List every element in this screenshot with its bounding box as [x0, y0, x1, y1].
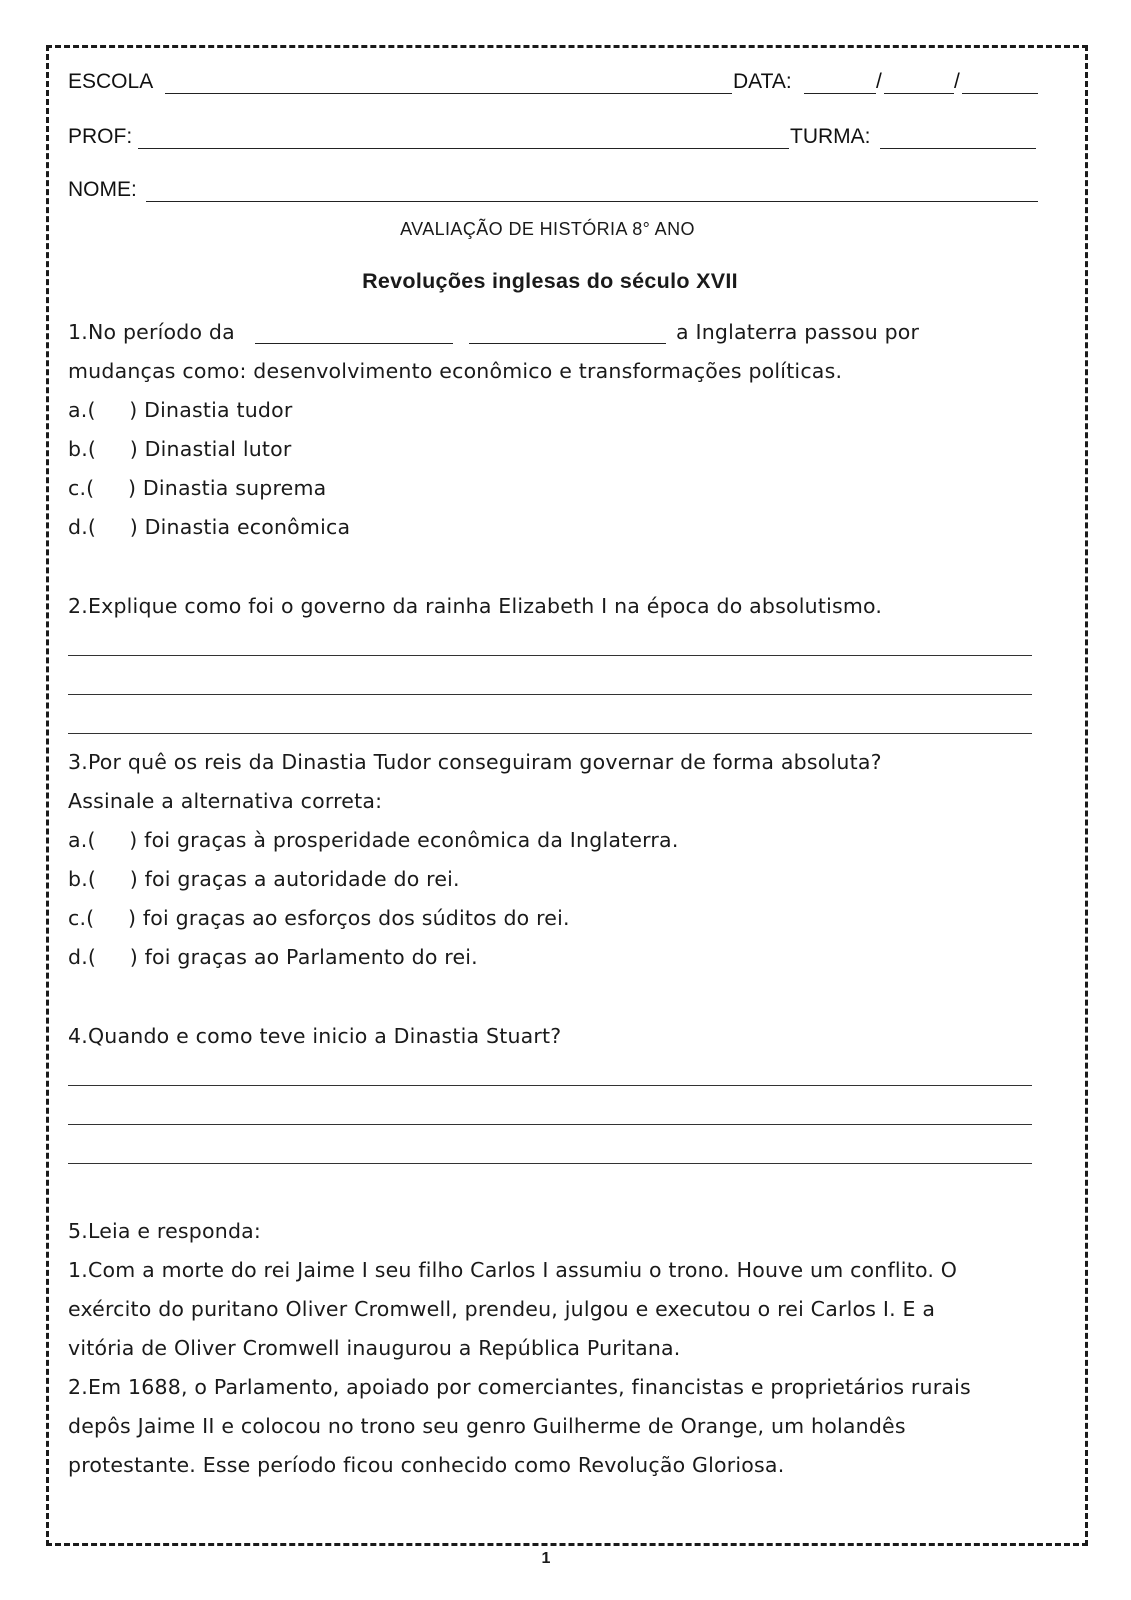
data-slash-1: / [876, 70, 882, 93]
escola-line [165, 93, 732, 94]
q1-blank-1 [255, 343, 453, 344]
nome-label: NOME: [68, 178, 137, 201]
q3-option-c[interactable]: c.( ) foi graças ao esforços dos súditos do rei. [68, 906, 570, 930]
q1-option-d[interactable]: d.( ) Dinastia econômica [68, 515, 351, 539]
q1-option-b[interactable]: b.( ) Dinastial lutor [68, 437, 292, 461]
q2-answer-line-2[interactable] [68, 694, 1032, 695]
q4-answer-line-1[interactable] [68, 1085, 1032, 1086]
data-day-line [804, 93, 876, 94]
q5-text-line: protestante. Esse período ficou conhecido como Revolução Gloriosa. [68, 1453, 785, 1477]
escola-label: ESCOLA [68, 70, 154, 93]
data-month-line [884, 93, 954, 94]
prof-label: PROF: [68, 125, 133, 148]
q3-text-line1: 3.Por quê os reis da Dinastia Tudor conseguiram governar de forma absoluta? [68, 750, 882, 774]
q3-text-line2: Assinale a alternativa correta: [68, 789, 383, 813]
exam-subtitle: Revoluções inglesas do século XVII [362, 269, 738, 293]
data-label: DATA: [733, 70, 792, 93]
nome-line [146, 201, 1038, 202]
q5-text-line: vitória de Oliver Cromwell inaugurou a República Puritana. [68, 1336, 681, 1360]
q1-text-line2: mudanças como: desenvolvimento econômico e transformações políticas. [68, 359, 843, 383]
q2-answer-line-1[interactable] [68, 655, 1032, 656]
prof-line [138, 148, 789, 149]
q5-text-line: 2.Em 1688, o Parlamento, apoiado por comerciantes, financistas e proprietários rurais [68, 1375, 971, 1399]
page-number: 1 [541, 1550, 551, 1567]
q1-option-c[interactable]: c.( ) Dinastia suprema [68, 476, 327, 500]
turma-label: TURMA: [790, 125, 871, 148]
q3-option-d[interactable]: d.( ) foi graças ao Parlamento do rei. [68, 945, 478, 969]
q1-option-a[interactable]: a.( ) Dinastia tudor [68, 398, 293, 422]
q1-text-start: 1.No período da [68, 320, 235, 344]
q5-text-line: 1.Com a morte do rei Jaime I seu filho Carlos I assumiu o trono. Houve um conflito. O [68, 1258, 958, 1282]
q5-intro: 5.Leia e responda: [68, 1219, 262, 1243]
q1-text-end: a Inglaterra passou por [676, 320, 920, 344]
turma-line [880, 148, 1036, 149]
data-year-line [962, 93, 1038, 94]
exam-title: AVALIAÇÃO DE HISTÓRIA 8° ANO [400, 219, 695, 239]
q2-text: 2.Explique como foi o governo da rainha Elizabeth I na época do absolutismo. [68, 594, 883, 618]
q3-option-b[interactable]: b.( ) foi graças a autoridade do rei. [68, 867, 460, 891]
q1-blank-2 [469, 343, 666, 344]
q2-answer-line-3[interactable] [68, 733, 1032, 734]
q4-answer-line-3[interactable] [68, 1163, 1032, 1164]
q3-option-a[interactable]: a.( ) foi graças à prosperidade econômica da Inglaterra. [68, 828, 679, 852]
q4-text: 4.Quando e como teve inicio a Dinastia Stuart? [68, 1024, 562, 1048]
q4-answer-line-2[interactable] [68, 1124, 1032, 1125]
q5-text-line: exército do puritano Oliver Cromwell, prendeu, julgou e executou o rei Carlos I. E a [68, 1297, 936, 1321]
q5-text-line: depôs Jaime II e colocou no trono seu genro Guilherme de Orange, um holandês [68, 1414, 906, 1438]
data-slash-2: / [954, 70, 960, 93]
